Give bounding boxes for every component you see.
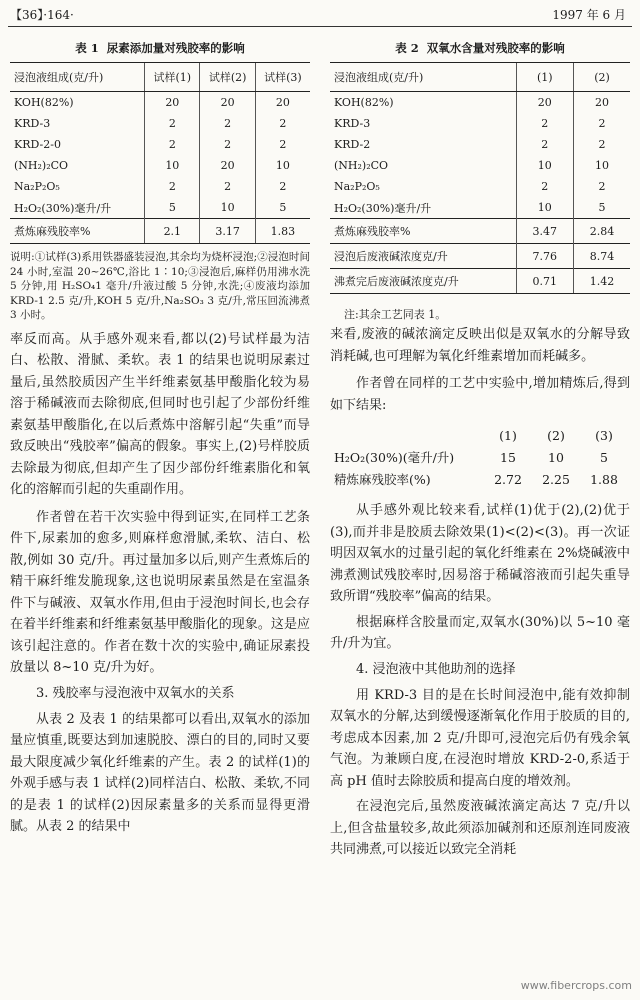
table-cell: 2 [255, 134, 310, 155]
table-cell: 5 [255, 197, 310, 219]
table-cell: KOH(82%) [14, 96, 74, 109]
table-row [10, 155, 310, 176]
table-row [330, 134, 630, 155]
table1-summary-row [10, 219, 310, 244]
table-cell: 10 [573, 155, 630, 176]
paragraph: 率反而高。从手感外观来看,都以(2)号试样最为洁白、松散、滑腻、柔软。表 1 的结果也说明尿素过量后,虽然胶质因产生半纤维素氨基甲酸脂化较为易溶于稀碱液而去除彻底,但同时也引起了少部份纤维素氨基甲酸脂化,在以后煮炼中溶解引起“失重”而导致反映出“残胶率”偏高的假象。事实上,(2)号样胶质去除最为彻底,但却产生了因少部份纤维素脂化和氧化的溶解而引起的失重副作用。 [10, 331, 310, 498]
table-cell: 5 [145, 197, 200, 219]
table2-head-cell: (1) [516, 63, 573, 92]
page-header-right: 1997 年 6 月 [552, 8, 626, 22]
section-heading-4: 4. 浸泡液中其他助剂的选择 [356, 661, 516, 677]
table-cell: 2 [516, 176, 573, 197]
table-cell: 2 [145, 176, 200, 197]
table-cell: 10 [516, 197, 573, 219]
table2 [330, 62, 630, 294]
table-cell: 20 [145, 92, 200, 114]
inline-results-row [330, 446, 630, 468]
table-row [10, 197, 310, 219]
table-cell: 1.42 [573, 269, 630, 294]
table-cell: 5 [573, 197, 630, 219]
table2-head-cell: 浸泡液组成(克/升) [330, 63, 516, 92]
section-heading-3: 3. 残胶率与浸泡液中双氧水的关系 [36, 685, 235, 701]
table-cell: 10 [145, 155, 200, 176]
table-cell: 煮炼麻残胶率% [330, 219, 516, 244]
table-cell: KRD-3 [14, 117, 51, 130]
table1-head-cell: 浸泡液组成(克/升) [10, 63, 145, 92]
paragraph: 作者曾在同样的工艺中实验中,增加精炼后,得到如下结果: [330, 376, 630, 413]
inline-results-header [330, 424, 630, 446]
table1-caption [10, 40, 310, 56]
table2-summary-row [330, 244, 630, 269]
table-cell: 2 [516, 113, 573, 134]
table1 [10, 62, 310, 244]
table-row [10, 134, 310, 155]
left-column [10, 30, 310, 838]
table-cell: 2 [200, 176, 255, 197]
table-cell: 8.74 [573, 244, 630, 269]
table-cell: 20 [573, 92, 630, 114]
paragraph: 在浸泡完后,虽然废液碱浓滴定高达 7 克/升以上,但含盐量较多,故此须添加碱剂和还原剂连同废液共同沸煮,可以接近以致完全消耗 [330, 799, 630, 857]
table2-head-cell: (2) [573, 63, 630, 92]
table-cell: 1.83 [255, 219, 310, 244]
table-cell: 20 [200, 92, 255, 114]
table1-head-cell: 试样(2) [200, 63, 255, 92]
inline-results-cell: 15 [500, 449, 516, 465]
table1-head-cell: 试样(3) [255, 63, 310, 92]
inline-results-row [330, 468, 630, 490]
table2-note: 注:其余工艺同表 1。 [344, 308, 447, 321]
table-cell: 2 [255, 113, 310, 134]
inline-results-label: 精炼麻残胶率(%) [334, 472, 431, 487]
table1-head-cell: 试样(1) [145, 63, 200, 92]
inline-results-cell: 2.25 [542, 471, 570, 487]
table2-summary-row [330, 219, 630, 244]
table-row [10, 92, 310, 114]
table-row [330, 155, 630, 176]
table-cell: Na₂P₂O₅ [14, 180, 60, 193]
table-cell: (NH₂)₂CO [334, 159, 389, 172]
inline-results-cell: 10 [548, 449, 564, 465]
table-row [330, 92, 630, 114]
table2-caption [330, 40, 630, 56]
table-cell: Na₂P₂O₅ [334, 180, 380, 193]
table-row [10, 113, 310, 134]
table2-number: 表 2 [395, 41, 419, 55]
table-cell: 3.17 [200, 219, 255, 244]
table-cell: 2.84 [573, 219, 630, 244]
table-cell: 沸煮完后废液碱浓度克/升 [330, 269, 516, 294]
table-cell: 2 [573, 113, 630, 134]
table-cell: 10 [516, 155, 573, 176]
table-cell: 20 [200, 155, 255, 176]
table-cell: 2 [200, 134, 255, 155]
table-cell: 浸泡后废液碱浓度克/升 [330, 244, 516, 269]
table-cell: 2 [573, 176, 630, 197]
paragraph: 来看,废液的碱浓滴定反映出似是双氧水的分解导致消耗碱,也可理解为氧化纤维素增加而耗碱多。 [330, 327, 630, 364]
inline-results-cell: 5 [600, 449, 608, 465]
table-cell: H₂O₂(30%)毫升/升 [14, 201, 112, 215]
table-cell: 10 [255, 155, 310, 176]
table-cell: 3.47 [516, 219, 573, 244]
table-cell: 2.1 [145, 219, 200, 244]
table-cell: KRD-2-0 [14, 138, 61, 151]
table-cell: KRD-3 [334, 117, 371, 130]
table2-title: 双氧水含量对残胶率的影响 [426, 41, 565, 55]
inline-results-head-cell: (2) [547, 427, 565, 443]
paragraph: 从手感外观比较来看,试样(1)优于(2),(2)优于(3),而并非是胶质去除效果(1)<(2)<(3)。再一次证明因双氧水的过量引起的氧化纤维素在 2%烧碱液中沸煮测试残胶率时,因易溶于稀碱溶液而引起失重导致所谓“残胶率”偏高的结果。 [330, 503, 630, 604]
table-cell: 20 [255, 92, 310, 114]
table-row [330, 113, 630, 134]
table-cell: H₂O₂(30%)毫升/升 [334, 201, 432, 215]
inline-results-head-cell: (3) [595, 427, 613, 443]
page-header-left: 【36】·164· [10, 8, 74, 22]
table-row [330, 176, 630, 197]
inline-results-table [330, 424, 630, 490]
table1-header-row [10, 63, 310, 92]
table-cell: 0.71 [516, 269, 573, 294]
inline-results-label: H₂O₂(30%)(毫升/升) [334, 450, 455, 465]
table-cell: 2 [145, 134, 200, 155]
paragraph: 从表 2 及表 1 的结果都可以看出,双氧水的添加量应慎重,既要达到加速脱胶、漂白的目的,同时又要最大限度减少氧化纤维素的产生。表 2 的试样(1)的外观手感与表 1 试样(2)同样洁白、松散、柔软,不同的是表 1 的试样(2)因尿素量多的关系而显得更滑腻。从表 2 的结果中 [10, 711, 310, 835]
table-cell: 20 [516, 92, 573, 114]
table2-summary-row [330, 269, 630, 294]
table-cell: 煮炼麻残胶率% [10, 219, 145, 244]
table-cell: KOH(82%) [334, 96, 394, 109]
inline-results-cell: 1.88 [590, 471, 618, 487]
table2-header-row [330, 63, 630, 92]
table-row [330, 197, 630, 219]
table1-note: 说明:①试样(3)系用铁器盛装浸泡,其余均为烧杯浸泡;②浸泡时间 24 小时,室温 20~26℃,浴比 1∶10;③浸泡后,麻样仍用沸水洗 5 分钟,用 H₂SO₄1 毫升/升液过酸 5 分钟,水洗;④废液均添加 KRD-1 2.5 克/升,KOH 5 克/升,Na₂SO₃ 3 克/升,常压回流沸煮 3 小时。 [10, 251, 310, 322]
table1-title: 尿素添加量对残胶率的影响 [106, 41, 245, 55]
table1-number: 表 1 [75, 41, 99, 55]
paragraph: 作者曾在若干次实验中得到证实,在同样工艺条件下,尿素加的愈多,则麻样愈滑腻,柔软、洁白、松散,例如 30 克/升。再过量加多以后,则产生煮炼后的精干麻纤维发脆现象,这也说明尿素虽然是在室温条件下与碱液、双氧水作用,但由于浸泡时间长,也会存在着半纤维素和纤维素氨基甲酸脂化的现象。这是应该引起注意的。作者在数十次的实验中,确证尿素投放量以 8~10 克/升为好。 [10, 509, 310, 676]
right-column [330, 30, 630, 861]
table-cell: (NH₂)₂CO [14, 159, 69, 172]
table-row [10, 176, 310, 197]
paragraph: 用 KRD-3 目的是在长时间浸泡中,能有效抑制双氧水的分解,达到缓慢逐渐氧化作用于胶质的目的,考虑成本因素,加 2 克/升即可,浸泡完后仍有残余氧气泡。为兼顾白度,在浸泡时增放 KRD-2-0,系适于高 pH 值时去除胶质和提高白度的增效剂。 [330, 687, 630, 789]
inline-results-cell: 2.72 [494, 471, 522, 487]
table-cell: KRD-2 [334, 138, 371, 151]
table-cell: 10 [200, 197, 255, 219]
table-cell: 2 [573, 134, 630, 155]
table-cell: 2 [516, 134, 573, 155]
table-cell: 2 [200, 113, 255, 134]
table-cell: 2 [145, 113, 200, 134]
paragraph: 根据麻样含胶量而定,双氧水(30%)以 5~10 毫升/升为宜。 [330, 614, 630, 651]
watermark: www.fibercrops.com [520, 979, 632, 992]
table-cell: 2 [255, 176, 310, 197]
header-rule [8, 26, 632, 27]
inline-results-head-cell: (1) [499, 427, 517, 443]
table-cell: 7.76 [516, 244, 573, 269]
